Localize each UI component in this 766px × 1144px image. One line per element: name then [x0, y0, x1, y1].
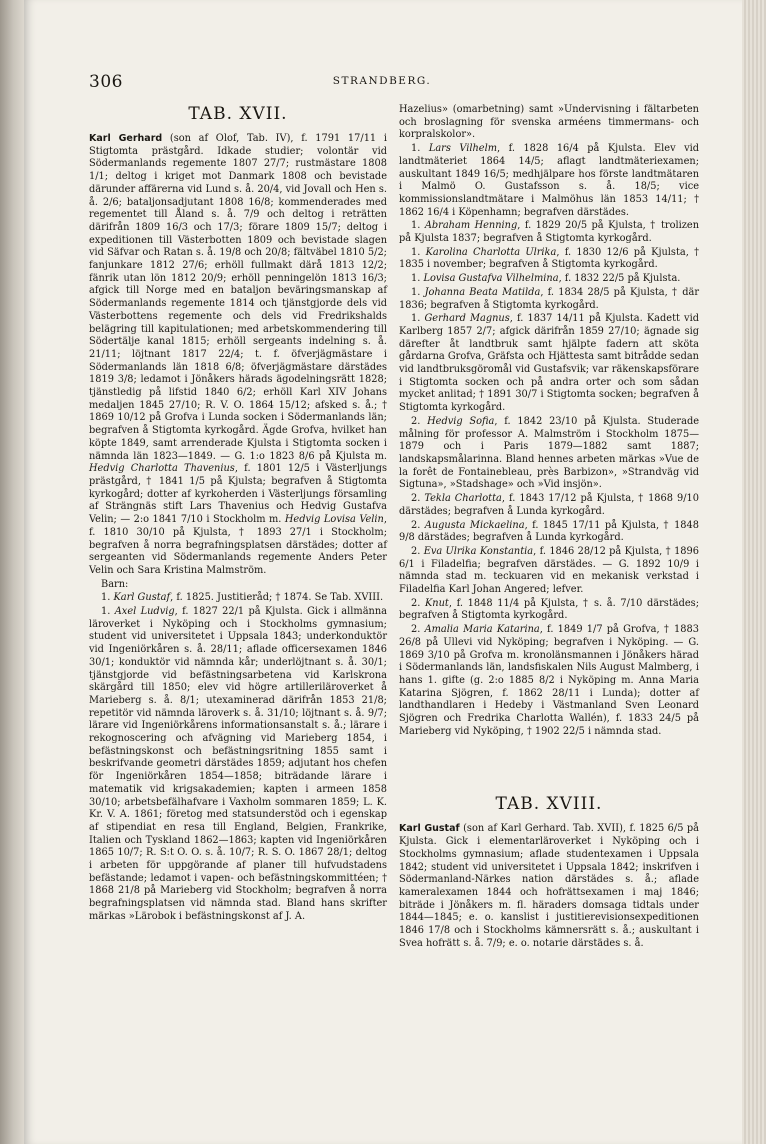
child-entry — [399, 520, 699, 545]
child-text: , f. 1825. Justitieråd; † 1874. Se Tab. XVIII. — [170, 592, 384, 604]
child-entry — [89, 592, 387, 605]
right-column — [399, 104, 699, 950]
child-text: , f. 1832 22/5 på Kjulsta. — [558, 273, 681, 285]
child-entry — [399, 598, 699, 623]
children-label: Barn: — [101, 578, 129, 590]
child-name: Lars Vilhelm — [428, 143, 498, 155]
wife1-name: Hedvig Charlotta Thavenius — [89, 463, 235, 475]
child-text: , f. 1829 20/5 på Kjulsta, † trolizen på Kjulsta 1837; begrafven å Stigtomta kyrkogård. — [399, 220, 699, 245]
child-number: 1. — [411, 313, 425, 325]
tab-xviii-heading: TAB. XVIII. — [495, 794, 603, 815]
continued-text: Hazelius» (omarbetning) samt »Undervisning i fältarbeten och broslagning för svenska arméens timmermans- och korpralskolor». — [399, 104, 699, 141]
child-name: Axel Ludvig — [114, 606, 175, 618]
karl-gerhard-entry — [89, 133, 387, 578]
child-name: Tekla Charlotta — [424, 493, 502, 505]
wife2-name: Hedvig Lovisa Velin — [284, 514, 384, 526]
child-number: 2. — [411, 545, 424, 557]
child-entry — [399, 247, 699, 272]
child-name: Augusta Mickaelina — [424, 519, 525, 531]
tab-xvii-heading: TAB. XVII. — [188, 104, 288, 124]
child-number: 1. — [411, 286, 425, 298]
karl-gerhard-text-2: , f. 1801 12/5 i Västerljungs prästgård, † 1841 1/5 på Kjulsta; begrafven å Stigtomta kyrkogård; dotter af kyrkoherden i Västerljungs församling af Strängnäs stift Lars Thavenius och Hedvig Gustafva Velin; — 2:o 1841 7/10 i Stockholm m. — [89, 463, 387, 526]
child-number: 1. — [411, 246, 426, 258]
child-entry — [399, 313, 699, 415]
page-header — [89, 72, 675, 94]
child-number: 1. — [411, 220, 425, 232]
karl-gerhard-name: Karl Gerhard — [89, 133, 163, 144]
child-number: 1. — [411, 273, 424, 285]
child-entry — [399, 546, 699, 597]
karl-gerhard-text-3: , f. 1810 30/10 på Kjulsta, † 1893 27/1 i Stockholm; begrafven å norra begrafningsplatsen därstädes; dotter af sergeanten vid Södermanlands regemente Anders Peter Velin och Sara Kristina Malmström. — [89, 514, 387, 576]
child-number: 2. — [411, 624, 425, 636]
child-text: , f. 1834 28/5 på Kjulsta, † där 1836; begrafven å Stigtomta kyrkogård. — [399, 286, 700, 311]
child-name: Amalia Maria Katarina — [424, 624, 540, 636]
child-text: , f. 1846 28/12 på Kjulsta, † 1896 6/1 i Filadelfia; begrafven därstädes. — G. 1892 10/9 i nämnda stad m. teckuaren vid en mekanisk verkstad i Filadelfia Karl Johan Angered; lefver. — [399, 545, 700, 596]
child-text: , f. 1845 17/11 på Kjulsta, † 1848 9/8 därstädes; begrafven å Lunda kyrkogård. — [399, 519, 699, 544]
karl-gustaf-entry — [399, 823, 699, 950]
child-entry — [399, 220, 699, 245]
child-entry — [89, 606, 387, 924]
child-number: 2. — [411, 519, 425, 531]
child-entry — [399, 493, 699, 518]
child-number: 2. — [411, 415, 428, 427]
page-fore-edge — [742, 0, 766, 1144]
child-text: , f. 1842 23/10 på Kjulsta. Studerade målning för professor A. Malmström i Stockholm 1875—1879 och i Paris 1879—1882 samt 1887; landskapsmålarinna. Bland hennes arbeten märkas »Vue de la forêt de Fontainebleau, près Barbizon», »Strandväg vid Sigtuna», »Stadshage» och »Vid insjön». — [399, 415, 700, 491]
child-name: Karl Gustaf — [113, 592, 171, 604]
child-number: 2. — [411, 493, 425, 505]
left-column — [89, 104, 387, 924]
child-name: Karolina Charlotta Ulrika — [425, 246, 557, 258]
child-number: 1. — [101, 592, 114, 604]
child-text: , f. 1828 16/4 på Kjulsta. Elev vid landtmäteriet 1864 14/5; aflagt landtmäteriexamen; auskultant 1849 16/5; medhjälpare hos förste landtmätaren i Malmö O. Gustafsson s. å. 18/5; vice kommissionslandtmätare i Malmöhus län 1853 14/11; † 1862 16/4 i Köpenhamn; begrafven därstädes. — [399, 143, 700, 218]
book-spine-shadow — [0, 0, 24, 1144]
child-text: , f. 1827 22/1 på Kjulsta. Gick i allmänna läroverket i Nyköping och i Stockholms gymnasium; student vid universitetet i Uppsala 1843; underkonduktör vid Ingeniörkåren s. å. 28/11; aflade officersexamen 1846 30/1; konduktör vid nämnda kår; underlöjtnant s. å. 30/1; tjänstgjorde vid befästningsarbetena vid Karlskrona skärgård till 1850; elev vid högre artilleriläroverket å Marieberg s. å. 8/1; utexaminerad därifrån 1853 21/8; repetitör vid nämnda läroverk s. å. 31/10; löjtnant s. å. 9/7; lärare vid Ingeniörkårens informationsanstalt s. å.; lärare i rekognoscering och afvägning vid Marieberg 1854, i befästningskonst och befästningsritning 1855 samt i beskrifvande geometri därstädes 1859; adjutant hos chefen för Ingeniörkåren 1854—1858; biträdande lärare i matematik vid krigsakademien; kapten i armeen 1858 30/10; arbetsbefälhafvare i Vaxholm sommaren 1859; L. K. Kr. V. A. 1861; företog med statsunderstöd och i egenskap af stipendiat en resa till England, Belgien, Frankrike, Italien och Tyskland 1862—1863; kapten vid Ingeniörkåren 1865 10/7; R. S:t O. O. s. å. 10/7; R. S. O. 1867 28/1; deltog i arbeten för uppgörande af planer till hufvudstadens befästande; ledamot i vapen- och befästningskommittéen; † 1868 21/8 på Marieberg vid Stockholm; begrafven å norra begrafningsplatsen vid nämnda stad. Bland hans skrifter märkas »Lärobok i befästningskonst af J. A. — [89, 606, 387, 922]
child-entry — [399, 416, 699, 492]
child-entry — [399, 624, 699, 738]
child-number: 1. — [101, 606, 115, 618]
child-entry — [399, 273, 699, 286]
child-number: 1. — [411, 143, 429, 155]
child-name: Johanna Beata Matilda — [424, 286, 541, 298]
page-number: 306 — [89, 72, 123, 92]
child-name: Lovisa Gustafva Vilhelmina — [423, 273, 559, 285]
child-entry — [399, 143, 699, 219]
child-name: Abraham Henning — [424, 220, 518, 232]
child-name: Knut — [424, 597, 449, 609]
child-text: , f. 1830 12/6 på Kjulsta, † 1835 i november; begrafven å Stigtomta kyrkogård. — [399, 246, 699, 271]
child-text: , f. 1849 1/7 på Grofva, † 1883 26/8 på Ullevi vid Nyköping; begrafven i Nyköping. — G. 1869 3/10 på Grofva m. kronolänsmannen i Jönåkers härad i Södermanlands län, landsfiskalen Nils August Malmberg, i hans 1. gifte (g. 2:o 1885 8/2 i Nyköping m. Anna Maria Katarina Sjögren, f. 1862 28/11 i Lunda); dotter af landthandlaren i Hedeby i Västmanland Sven Leonard Sjögren och Fredrika Charlotta Wallén), f. 1833 24/5 på Marieberg vid Nyköping, † 1902 22/5 i nämnda stad. — [399, 624, 699, 737]
child-text: , f. 1843 17/12 på Kjulsta, † 1868 9/10 därstädes; begrafven å Lunda kyrkogård. — [399, 493, 699, 517]
child-name: Eva Ulrika Konstantia — [423, 545, 534, 557]
karl-gerhard-text: (son af Olof, Tab. IV), f. 1791 17/11 i Stigtomta prästgård. Idkade studier; volontär vid Södermanlands regemente 1807 27/7; rustmästare 1808 1/1; deltog i kriget mot Danmark 1808 och bevistade därunder affärerna vid Lund s. å. 20/4, vid Jovall och Hen s. å. 2/6; bataljonsadjutant 1808 16/8; kommenderades med regementet till Åland s. å. 7/9 och deltog i reträtten därifrån 1809 16/3 och 17/3; förare 1809 15/7; deltog i expeditionen till Västerbotten 1809 och bevistade slagen vid Säfvar och Ratan s. å. 19/8 och 20/8; fältväbel 1810 5/2; fanjunkare 1812 27/6; erhöll fullmakt därå 1813 12/2; fänrik utan lön 1812 20/9; erhöll penningelön 1813 16/3; afgick till Norge med en bataljon beväringsmanskap af Södermanlands regemente 1814 och tjänstgjorde dels vid Västerbottens regemente och dels vid Fredrikshalds belägring till kapitulationen; med arbetskommendering till Södertälje kanal 1815; erhöll sergeants indelning s. å. 21/11; löjtnant 1817 22/4; t. f. öfverjägmästare i Södermanlands län 1818 6/8; öfverjägmästare därstädes 1819 3/8; ledamot i Jönåkers härads ägodelningsrätt 1828; tjänstledig på lifstid 1840 6/2; erhöll Karl XIV Johans medaljen 1845 27/10; R. V. O. 1864 15/12; afsked s. å.; † 1869 10/12 på Grofva i Lunda socken i Södermanlands län; begrafven å Stigtomta kyrkogård. Ägde Grofva, hvilket han köpte 1849, samt arrenderade Kjulsta i Stigtomta socken i nämnda län 1823—1849. — G. 1:o 1823 8/6 på Kjulsta m. — [89, 133, 387, 462]
child-name: Hedvig Sofia — [427, 415, 495, 427]
karl-gustaf-text: (son af Karl Gerhard. Tab. XVII), f. 1825 6/5 på Kjulsta. Gick i elementarläroverket i Nyköping och i Stockholms gymnasium; aflade studentexamen i Uppsala 1842; student vid universitetet i Uppsala 1842; inskrifven i Södermanland-Närkes nation därstädes s. å.; aflade kameralexamen 1844 och hofrättsexamen i maj 1846; biträde i Jönåkers m. fl. häraders domsaga tidtals under 1844—1845; e. o. kanslist i justitierevisionsexpeditionen 1846 17/8 och i Stockholms kämnersrätt s. å.; auskultant i Svea hofrätt s. å. 7/9; e. o. notarie därstädes s. å. — [399, 823, 699, 949]
child-entry — [399, 287, 699, 312]
karl-gustaf-name: Karl Gustaf — [399, 823, 460, 835]
running-head: STRANDBERG. — [332, 75, 432, 87]
child-number: 2. — [411, 597, 425, 609]
child-name: Gerhard Magnus — [424, 313, 510, 325]
child-text: , f. 1848 11/4 på Kjulsta, † s. å. 7/10 därstädes; begrafven å Stigtomta kyrkogård. — [399, 597, 699, 622]
child-text: , f. 1837 14/11 på Kjulsta. Kadett vid Karlberg 1857 2/7; afgick därifrån 1859 27/10; ägnade sig därefter åt landtbruk samt hjälpte fadern att sköta gårdarna Grofva, Gräfsta och Hjättesta samt bitrådde sedan vid landtbruksgöromål vid Gustafsvik; var räkenskapsförare i Stigtomta socken och på andra orter och som sådan mycket anlitad; † 1891 30/7 i Stigtomta socken; begrafven å Stigtomta kyrkogård. — [399, 313, 699, 414]
